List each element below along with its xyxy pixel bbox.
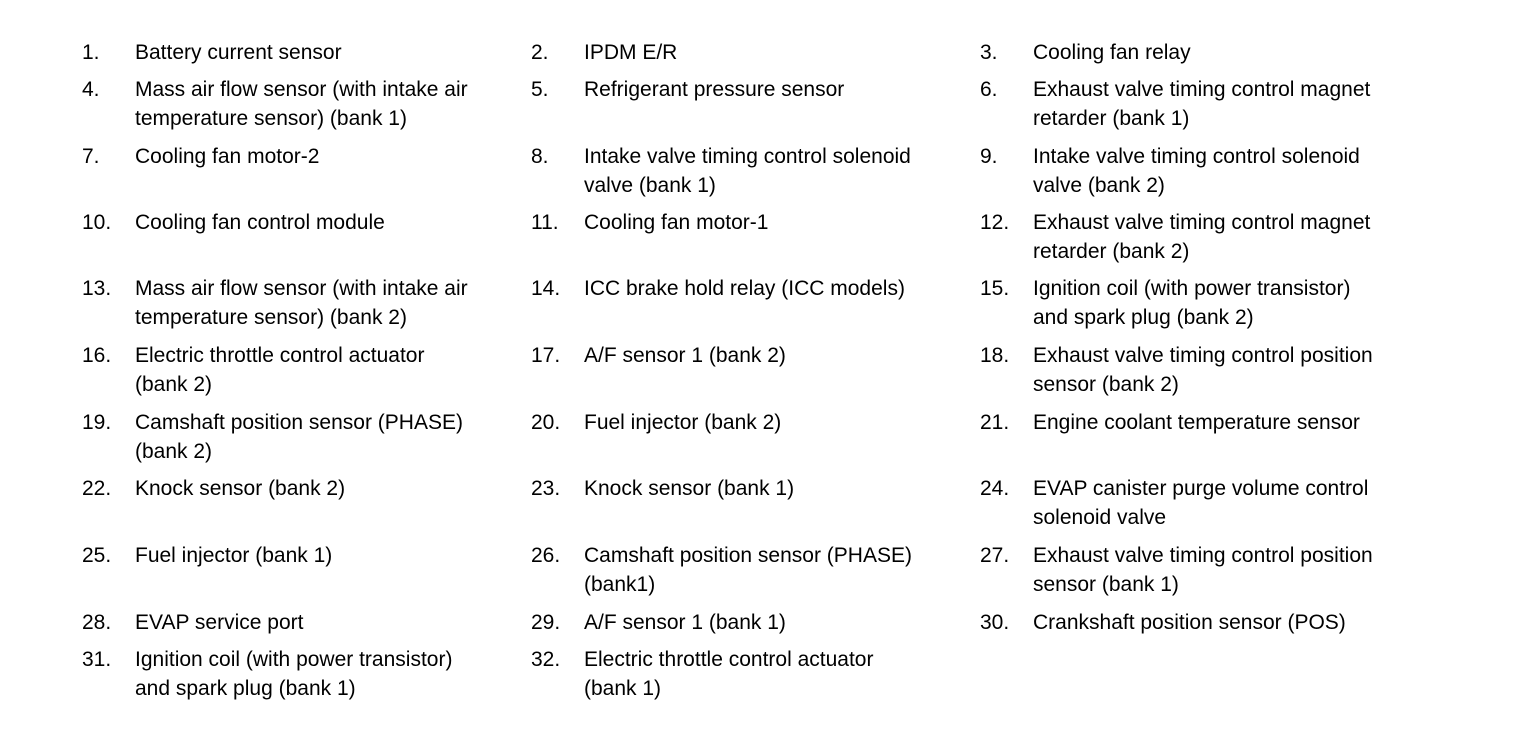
item-label: Electric throttle control actuator (bank 1) (584, 648, 874, 700)
item-label: Refrigerant pressure sensor (584, 78, 845, 101)
item-label: Fuel injector (bank 2) (584, 411, 782, 434)
item-label: EVAP service port (135, 611, 304, 634)
item-number: 27. (980, 544, 1010, 567)
item-label: Mass air flow sensor (with intake air temperature sensor) (bank 2) (135, 277, 468, 329)
item-number: 6. (980, 78, 998, 101)
item-number: 24. (980, 477, 1010, 500)
item-number: 21. (980, 411, 1010, 434)
item-number: 16. (82, 344, 112, 367)
item-number: 28. (82, 611, 112, 634)
item-number: 5. (531, 78, 549, 101)
item-number: 23. (531, 477, 561, 500)
item-label: Intake valve timing control solenoid valve (bank 1) (584, 145, 911, 197)
item-label: Cooling fan motor-1 (584, 211, 769, 234)
item-number: 19. (82, 411, 112, 434)
item-label: IPDM E/R (584, 41, 678, 64)
item-label: Camshaft position sensor (PHASE) (bank 2) (135, 411, 463, 463)
item-number: 14. (531, 277, 561, 300)
item-number: 10. (82, 211, 112, 234)
item-label: Crankshaft position sensor (POS) (1033, 611, 1346, 634)
item-label: Fuel injector (bank 1) (135, 544, 333, 567)
item-label: Camshaft position sensor (PHASE) (bank1) (584, 544, 912, 596)
item-label: Electric throttle control actuator (bank 2) (135, 344, 425, 396)
item-label: A/F sensor 1 (bank 1) (584, 611, 786, 634)
item-label: ICC brake hold relay (ICC models) (584, 277, 905, 300)
item-number: 8. (531, 145, 549, 168)
item-label: Knock sensor (bank 2) (135, 477, 346, 500)
item-label: A/F sensor 1 (bank 2) (584, 344, 786, 367)
item-label: Exhaust valve timing control magnet retarder (bank 1) (1033, 78, 1371, 130)
item-label: Exhaust valve timing control position sensor (bank 1) (1033, 544, 1373, 596)
item-label: EVAP canister purge volume control solenoid valve (1033, 477, 1369, 529)
item-number: 11. (531, 211, 559, 234)
item-number: 31. (82, 648, 112, 671)
item-number: 17. (531, 344, 561, 367)
item-label: Cooling fan control module (135, 211, 385, 234)
item-label: Cooling fan motor-2 (135, 145, 320, 168)
item-number: 3. (980, 41, 998, 64)
item-label: Battery current sensor (135, 41, 342, 64)
item-number: 18. (980, 344, 1010, 367)
item-number: 12. (980, 211, 1010, 234)
item-number: 13. (82, 277, 112, 300)
item-label: Knock sensor (bank 1) (584, 477, 795, 500)
item-number: 4. (82, 78, 100, 101)
item-number: 2. (531, 41, 549, 64)
item-label: Ignition coil (with power transistor) and spark plug (bank 1) (135, 648, 453, 700)
item-label: Exhaust valve timing control position sensor (bank 2) (1033, 344, 1373, 396)
item-label: Intake valve timing control solenoid valve (bank 2) (1033, 145, 1360, 197)
item-number: 26. (531, 544, 561, 567)
item-label: Engine coolant temperature sensor (1033, 411, 1360, 434)
item-label: Ignition coil (with power transistor) and spark plug (bank 2) (1033, 277, 1351, 329)
item-number: 22. (82, 477, 112, 500)
item-label: Cooling fan relay (1033, 41, 1191, 64)
item-number: 20. (531, 411, 561, 434)
item-number: 25. (82, 544, 112, 567)
item-label: Exhaust valve timing control magnet retarder (bank 2) (1033, 211, 1371, 263)
item-number: 30. (980, 611, 1010, 634)
item-number: 1. (82, 41, 100, 64)
item-label: Mass air flow sensor (with intake air temperature sensor) (bank 1) (135, 78, 468, 130)
item-number: 9. (980, 145, 998, 168)
item-number: 29. (531, 611, 561, 634)
item-number: 7. (82, 145, 100, 168)
item-number: 32. (531, 648, 561, 671)
item-number: 15. (980, 277, 1010, 300)
